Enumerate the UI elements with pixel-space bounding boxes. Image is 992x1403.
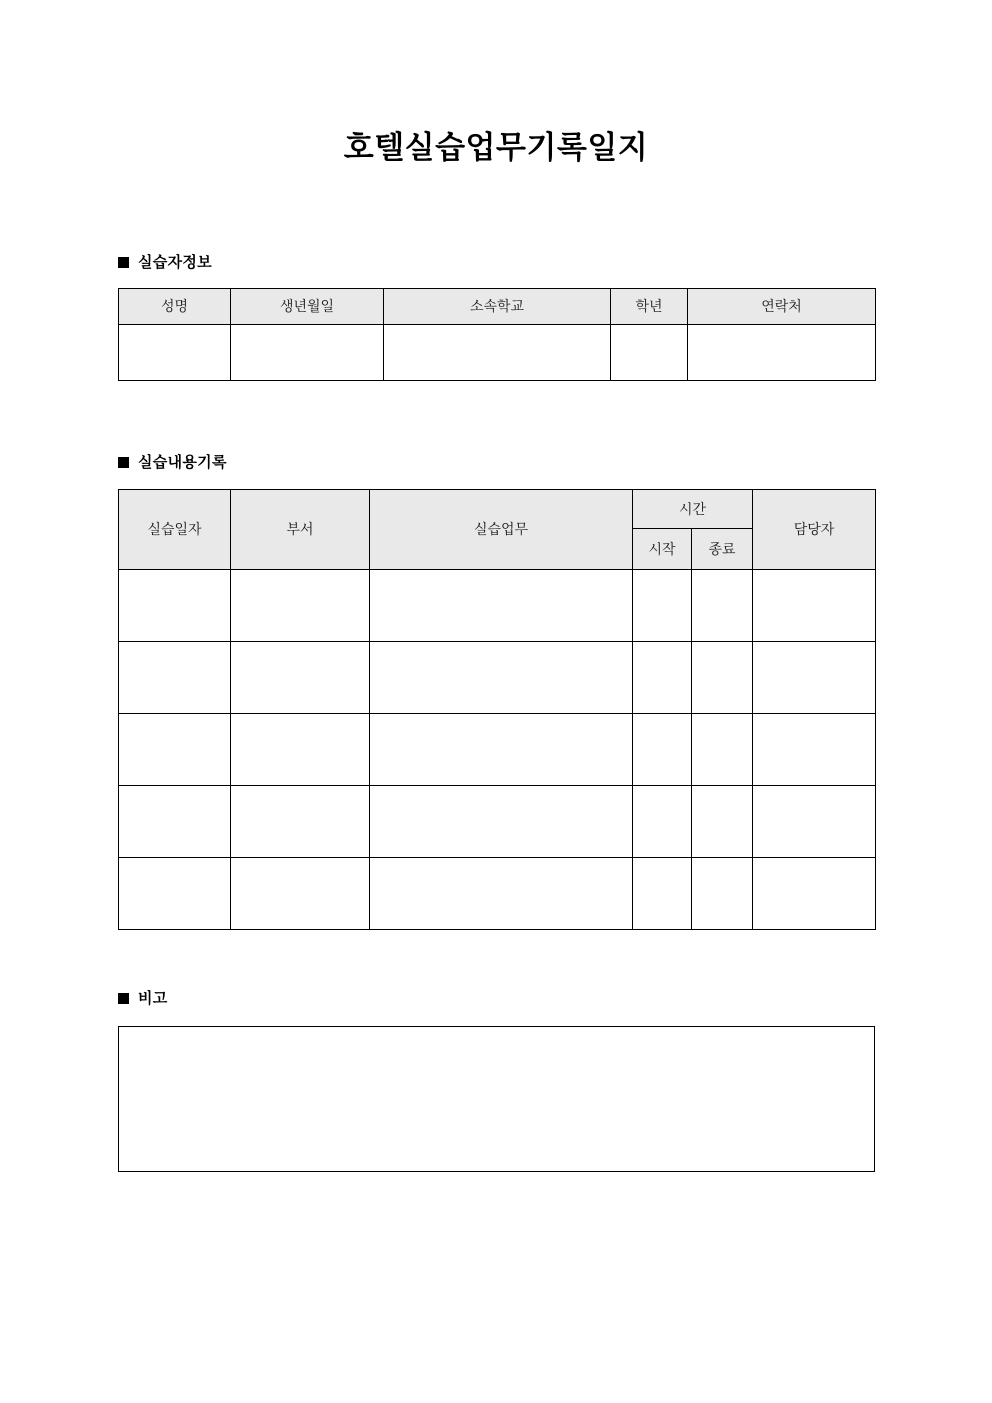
- cell-practice-date[interactable]: [119, 714, 231, 786]
- cell-time-start[interactable]: [633, 642, 692, 714]
- section-heading-remarks: [118, 991, 168, 1006]
- page-title: 호텔실습업무기록일지: [343, 130, 649, 165]
- cell-supervisor[interactable]: [753, 570, 876, 642]
- cell-practice-date[interactable]: [119, 858, 231, 930]
- table-row: [119, 786, 876, 858]
- cell-time-start[interactable]: [633, 786, 692, 858]
- cell-department[interactable]: [231, 714, 370, 786]
- cell-practice-date[interactable]: [119, 786, 231, 858]
- section-heading-trainee: [118, 255, 212, 270]
- cell-supervisor[interactable]: [753, 714, 876, 786]
- column-header-time-start: 시작: [633, 529, 692, 570]
- table-row: [119, 325, 876, 381]
- table-row: [119, 642, 876, 714]
- practice-record-table: [118, 489, 876, 930]
- table-row: [119, 858, 876, 930]
- cell-practice-task[interactable]: [370, 642, 633, 714]
- remarks-textarea[interactable]: [118, 1026, 875, 1172]
- table-row: [119, 714, 876, 786]
- column-header-time-group: 시간: [633, 490, 753, 529]
- cell-time-start[interactable]: [633, 570, 692, 642]
- square-bullet-icon: [118, 257, 129, 268]
- section-heading-trainee-label: 실습자정보: [138, 254, 212, 271]
- cell-time-start[interactable]: [633, 714, 692, 786]
- cell-practice-task[interactable]: [370, 858, 633, 930]
- cell-school[interactable]: [384, 325, 611, 381]
- square-bullet-icon: [118, 993, 129, 1004]
- cell-name[interactable]: [119, 325, 231, 381]
- cell-practice-date[interactable]: [119, 570, 231, 642]
- cell-time-end[interactable]: [692, 858, 753, 930]
- column-header-school: 소속학교: [384, 289, 611, 325]
- cell-time-start[interactable]: [633, 858, 692, 930]
- cell-contact[interactable]: [688, 325, 876, 381]
- section-heading-record-label: 실습내용기록: [138, 454, 227, 471]
- cell-time-end[interactable]: [692, 786, 753, 858]
- cell-department[interactable]: [231, 858, 370, 930]
- square-bullet-icon: [118, 457, 129, 468]
- table-row: [119, 570, 876, 642]
- cell-practice-task[interactable]: [370, 570, 633, 642]
- cell-department[interactable]: [231, 570, 370, 642]
- cell-supervisor[interactable]: [753, 642, 876, 714]
- cell-supervisor[interactable]: [753, 858, 876, 930]
- section-heading-record: [118, 455, 227, 470]
- table-header-row: [119, 289, 876, 325]
- column-header-practice-date: 실습일자: [119, 490, 231, 570]
- column-header-contact: 연락처: [688, 289, 876, 325]
- cell-grade[interactable]: [611, 325, 688, 381]
- cell-practice-task[interactable]: [370, 714, 633, 786]
- cell-practice-task[interactable]: [370, 786, 633, 858]
- cell-department[interactable]: [231, 786, 370, 858]
- column-header-department: 부서: [231, 490, 370, 570]
- table-header-row-top: [119, 490, 876, 529]
- cell-department[interactable]: [231, 642, 370, 714]
- column-header-supervisor: 담당자: [753, 490, 876, 570]
- cell-birthdate[interactable]: [231, 325, 384, 381]
- cell-supervisor[interactable]: [753, 786, 876, 858]
- column-header-name: 성명: [119, 289, 231, 325]
- column-header-practice-task: 실습업무: [370, 490, 633, 570]
- trainee-info-table: [118, 288, 876, 381]
- cell-practice-date[interactable]: [119, 642, 231, 714]
- column-header-birthdate: 생년월일: [231, 289, 384, 325]
- cell-time-end[interactable]: [692, 642, 753, 714]
- column-header-time-end: 종료: [692, 529, 753, 570]
- cell-time-end[interactable]: [692, 570, 753, 642]
- cell-time-end[interactable]: [692, 714, 753, 786]
- section-heading-remarks-label: 비고: [138, 990, 168, 1007]
- column-header-grade: 학년: [611, 289, 688, 325]
